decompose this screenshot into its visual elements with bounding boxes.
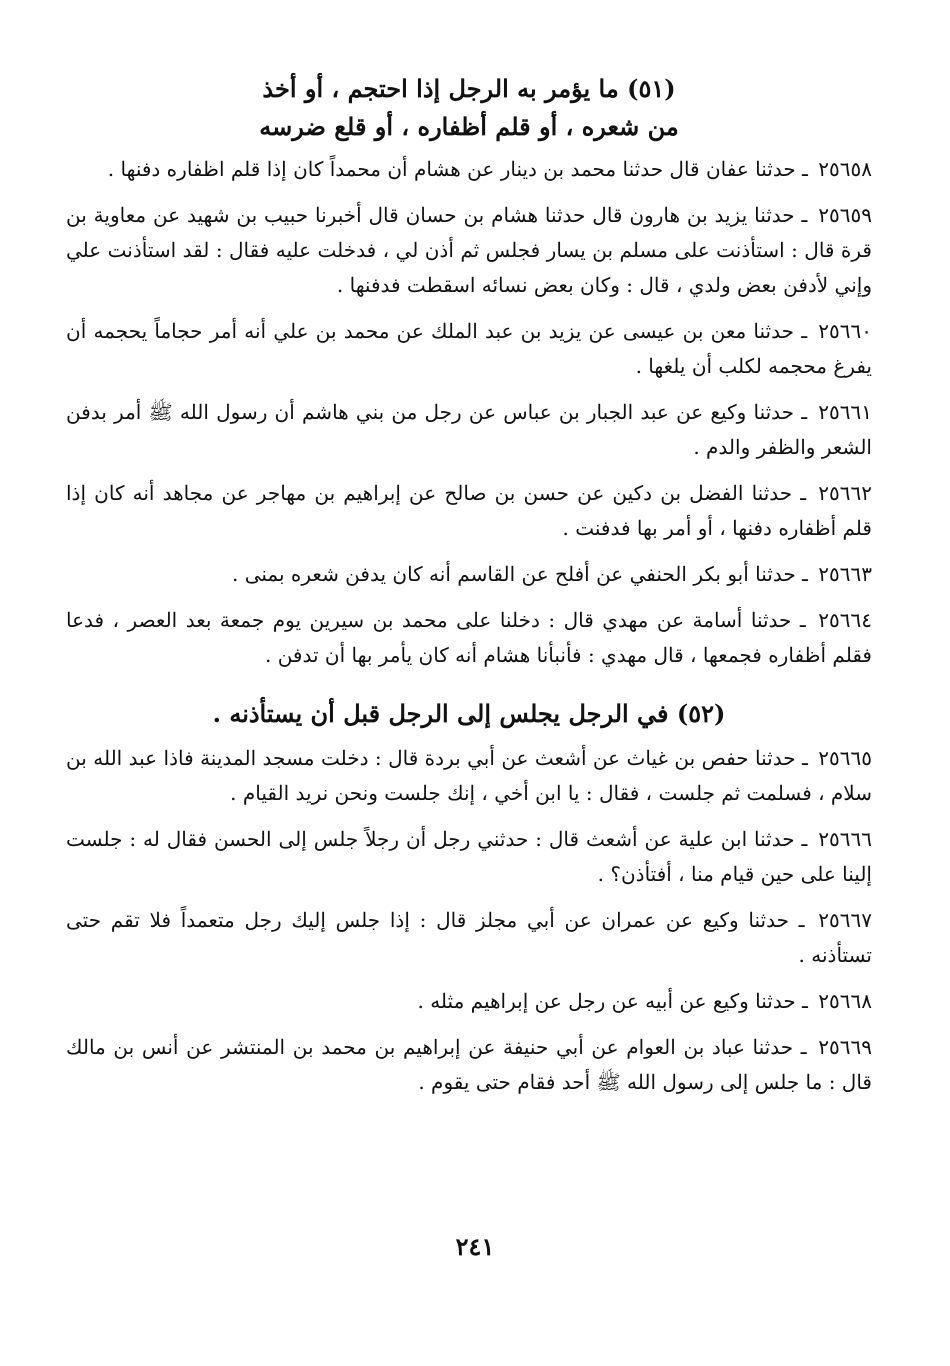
hadith-number: ٢٥٦٦٥ bbox=[818, 746, 873, 770]
chapter-52-heading bbox=[66, 695, 872, 733]
hadith-entry bbox=[66, 603, 872, 673]
hadith-number: ٢٥٦٦٠ bbox=[818, 319, 872, 343]
hadith-text: ـ حدثنا وكيع عن عمران عن أبي مجلز قال : إذا جلس إليك رجل متعمداً فلا تقم حتى تستأذنه . bbox=[66, 908, 872, 967]
hadith-entry bbox=[66, 152, 872, 187]
chapter-51-title-line2: من شعره ، أو قلم أظفاره ، أو قلع ضرسه bbox=[259, 112, 679, 141]
chapter-51-title-line1: (٥١) ما يؤمر به الرجل إذا احتجم ، أو أخذ bbox=[262, 74, 676, 103]
hadith-entry bbox=[66, 741, 872, 811]
hadith-entry bbox=[66, 557, 872, 592]
hadith-text: ـ حدثنا عفان قال حدثنا محمد بن دينار عن هشام أن محمداً كان إذا قلم اظفاره دفنها . bbox=[107, 157, 808, 181]
hadith-entry bbox=[66, 903, 872, 973]
hadith-number: ٢٥٦٦٢ bbox=[818, 481, 873, 505]
hadith-entry bbox=[66, 314, 872, 384]
hadith-number: ٢٥٦٥٨ bbox=[818, 157, 872, 181]
hadith-entry bbox=[66, 984, 872, 1019]
hadith-number: ٢٥٦٥٩ bbox=[818, 203, 873, 227]
hadith-text: ـ حدثنا عباد بن العوام عن أبي حنيفة عن إبراهيم بن محمد بن المنتشر عن أنس بن مالك قال : ما جلس إلى رسول الله ﷺ أحد فقام حتى يقوم . bbox=[66, 1035, 872, 1094]
chapter-52-title: (٥٢) في الرجل يجلس إلى الرجل قبل أن يستأذنه . bbox=[212, 699, 726, 728]
chapter-52-entries bbox=[66, 741, 872, 1100]
hadith-number: ٢٥٦٦٤ bbox=[818, 608, 872, 632]
hadith-entry bbox=[66, 395, 872, 465]
hadith-text: ـ حدثنا أبو بكر الحنفي عن أفلح عن القاسم أنه كان يدفن شعره بمنى . bbox=[232, 562, 808, 586]
hadith-number: ٢٥٦٦٧ bbox=[818, 908, 872, 932]
hadith-entry bbox=[66, 1030, 872, 1100]
hadith-entry bbox=[66, 476, 872, 546]
hadith-text: ـ حدثنا أسامة عن مهدي قال : دخلنا على محمد بن سيرين يوم جمعة بعد العصر ، فدعا فقلم أظفاره فجمعها ، قال مهدي : فأنبأنا هشام أنه كان يأمر بها أن تدفن . bbox=[66, 608, 872, 667]
hadith-number: ٢٥٦٦٦ bbox=[818, 827, 873, 851]
hadith-number: ٢٥٦٦٣ bbox=[818, 562, 872, 586]
hadith-entry bbox=[66, 822, 872, 892]
hadith-text: ـ حدثنا وكيع عن عبد الجبار بن عباس عن رجل من بني هاشم أن رسول الله ﷺ أمر بدفن الشعر والظفر والدم . bbox=[66, 400, 872, 459]
hadith-text: ـ حدثنا يزيد بن هارون قال حدثنا هشام بن حسان قال أخبرنا حبيب بن شهيد عن معاوية بن قرة قال : استأذنت على مسلم بن يسار فجلس ثم أذن لي ، فدخلت عليه فقال : لقد استأذنت علي وإني لأدفن بعض ولدي ، قال : وكان بعض نسائه اسقطت فدفنها . bbox=[66, 203, 872, 297]
hadith-number: ٢٥٦٦٨ bbox=[818, 989, 872, 1013]
hadith-text: ـ حدثنا وكيع عن أبيه عن رجل عن إبراهيم مثله . bbox=[417, 989, 808, 1013]
chapter-51-entries bbox=[66, 152, 872, 673]
hadith-number: ٢٥٦٦١ bbox=[818, 400, 873, 424]
hadith-text: ـ حدثنا الفضل بن دكين عن حسن بن صالح عن إبراهيم بن مهاجر عن مجاهد أنه كان إذا قلم أظفاره دفنها ، أو أمر بها فدفنت . bbox=[66, 481, 872, 540]
hadith-text: ـ حدثنا حفص بن غياث عن أشعث عن أبي بردة قال : دخلت مسجد المدينة فاذا عبد الله بن سلام ، فسلمت ثم جلست ، فقال : يا ابن أخي ، إنك جلست ونحن نريد القيام . bbox=[66, 746, 872, 805]
chapter-51-heading bbox=[66, 70, 872, 146]
hadith-entry bbox=[66, 198, 872, 303]
hadith-text: ـ حدثنا ابن علية عن أشعث قال : حدثني رجل أن رجلاً جلس إلى الحسن فقال له : جلست إلينا على حين قيام منا ، أفتأذن؟ . bbox=[66, 827, 872, 886]
hadith-number: ٢٥٦٦٩ bbox=[818, 1035, 872, 1059]
page-number: ٢٤١ bbox=[455, 1232, 495, 1261]
hadith-text: ـ حدثنا معن بن عيسى عن يزيد بن عبد الملك عن محمد بن علي أنه أمر حجاماً يحجمه أن يفرغ محجمه لكلب أن يلغها . bbox=[66, 319, 872, 378]
